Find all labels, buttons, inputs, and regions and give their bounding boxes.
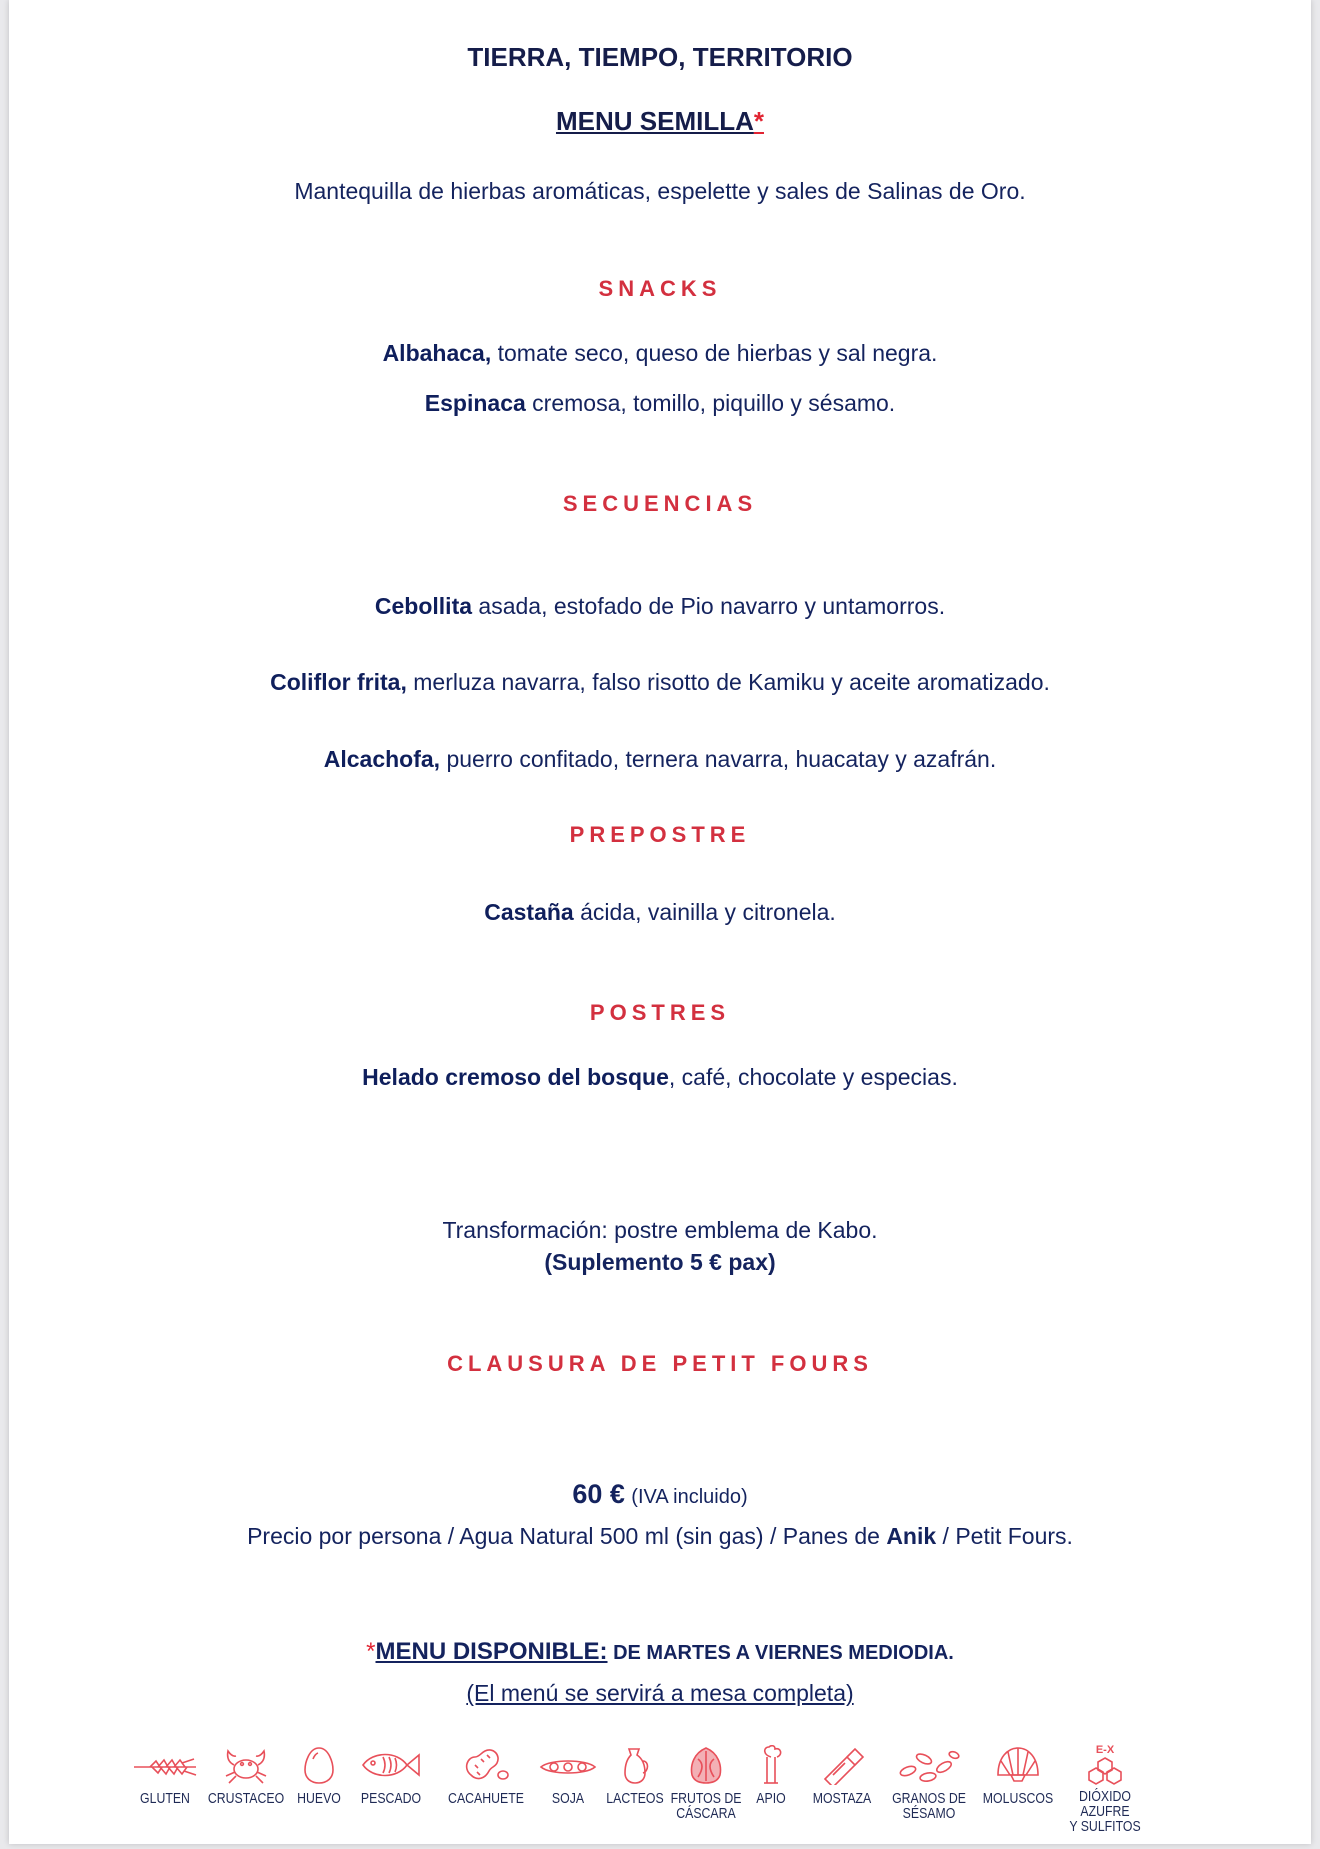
- availability-asterisk: *: [366, 1638, 376, 1665]
- price-amount: 60 €: [572, 1479, 625, 1509]
- dish-line: Castaña ácida, vainilla y citronela.: [484, 899, 836, 925]
- dish-line: Coliflor frita, merluza navarra, falso risotto de Kamiku y aceite aromatizado.: [270, 669, 1050, 695]
- sulfite-badge: E-X: [1095, 1744, 1115, 1756]
- section-title-secuencias: SECUENCIAS: [562, 491, 758, 516]
- section-title-prepostre: PREPOSTRE: [569, 822, 751, 847]
- price-tax-note: (IVA incluido): [631, 1486, 748, 1508]
- peanut-icon: [461, 1745, 511, 1785]
- section-title-snacks: SNACKS: [598, 276, 722, 301]
- allergen-granos-de-sesamo: GRANOS DE SÉSAMO: [874, 1745, 984, 1821]
- availability-label: MENU DISPONIBLE:: [375, 1638, 608, 1665]
- shell-icon: [993, 1745, 1043, 1785]
- supplement-text: (Suplemento 5 € pax): [544, 1249, 776, 1275]
- celery-icon: [756, 1745, 786, 1785]
- allergen-mostaza: MOSTAZA: [787, 1745, 897, 1806]
- allergen-dioxido-azufre: E-X DIÓXIDO AZUFRE Y SULFITOS: [1050, 1745, 1160, 1834]
- section-title-clausura: CLAUSURA DE PETIT FOURS: [447, 1351, 873, 1376]
- allergen-crustaceo: CRUSTACEO: [191, 1745, 301, 1806]
- menu-name: MENU SEMILLA: [555, 106, 754, 136]
- menu-name-asterisk: *: [753, 106, 764, 136]
- availability-line: [9, 1638, 1311, 1667]
- price-details: Precio por persona / Agua Natural 500 ml (sin gas) / Panes de Anik / Petit Fours.: [247, 1523, 1073, 1549]
- milk-jug-icon: [617, 1745, 653, 1785]
- allergen-moluscos: MOLUSCOS: [963, 1745, 1073, 1806]
- menu-title: TIERRA, TIEMPO, TERRITORIO: [467, 42, 853, 72]
- allergen-frutos-de-cascara: FRUTOS DE CÁSCARA: [651, 1745, 761, 1821]
- dish-line: Espinaca cremosa, tomillo, piquillo y sésamo.: [424, 390, 896, 416]
- allergen-legend: [127, 1745, 1207, 1835]
- dish-line: Alcachofa, puerro confitado, ternera navarra, huacatay y azafrán.: [323, 746, 997, 772]
- section-title-postres: POSTRES: [589, 1000, 731, 1025]
- allergen-lacteos: LACTEOS: [580, 1745, 690, 1806]
- egg-icon: [302, 1745, 336, 1785]
- menu-page: [9, 0, 1311, 1844]
- dish-line: Albahaca, tomate seco, queso de hierbas y sal negra.: [382, 340, 938, 366]
- availability-note: (El menú se servirá a mesa completa): [466, 1680, 854, 1706]
- dish-line: Helado cremoso del bosque, café, chocolate y especias.: [362, 1064, 958, 1090]
- fish-icon: [359, 1745, 423, 1785]
- availability-days: DE MARTES A VIERNES MEDIODIA.: [607, 1642, 954, 1664]
- sulfite-molecule-icon: [1085, 1756, 1125, 1785]
- wheat-icon: [132, 1745, 198, 1785]
- price-line: [9, 1478, 1311, 1510]
- allergen-apio: APIO: [716, 1745, 826, 1806]
- transformation-text: Transformación: postre emblema de Kabo.: [442, 1217, 878, 1243]
- allergen-gluten: GLUTEN: [110, 1745, 220, 1806]
- mustard-icon: [819, 1745, 865, 1785]
- sesame-icon: [896, 1745, 962, 1785]
- intro-line: Mantequilla de hierbas aromáticas, espelette y sales de Salinas de Oro.: [294, 178, 1026, 204]
- menu-name-line: [9, 106, 1311, 137]
- allergen-huevo: HUEVO: [264, 1745, 374, 1806]
- allergen-soja: SOJA: [513, 1745, 623, 1806]
- dish-line: Cebollita asada, estofado de Pio navarro y untamorros.: [374, 593, 946, 619]
- allergen-cacahuete: CACAHUETE: [431, 1745, 541, 1806]
- allergen-pescado: PESCADO: [336, 1745, 446, 1806]
